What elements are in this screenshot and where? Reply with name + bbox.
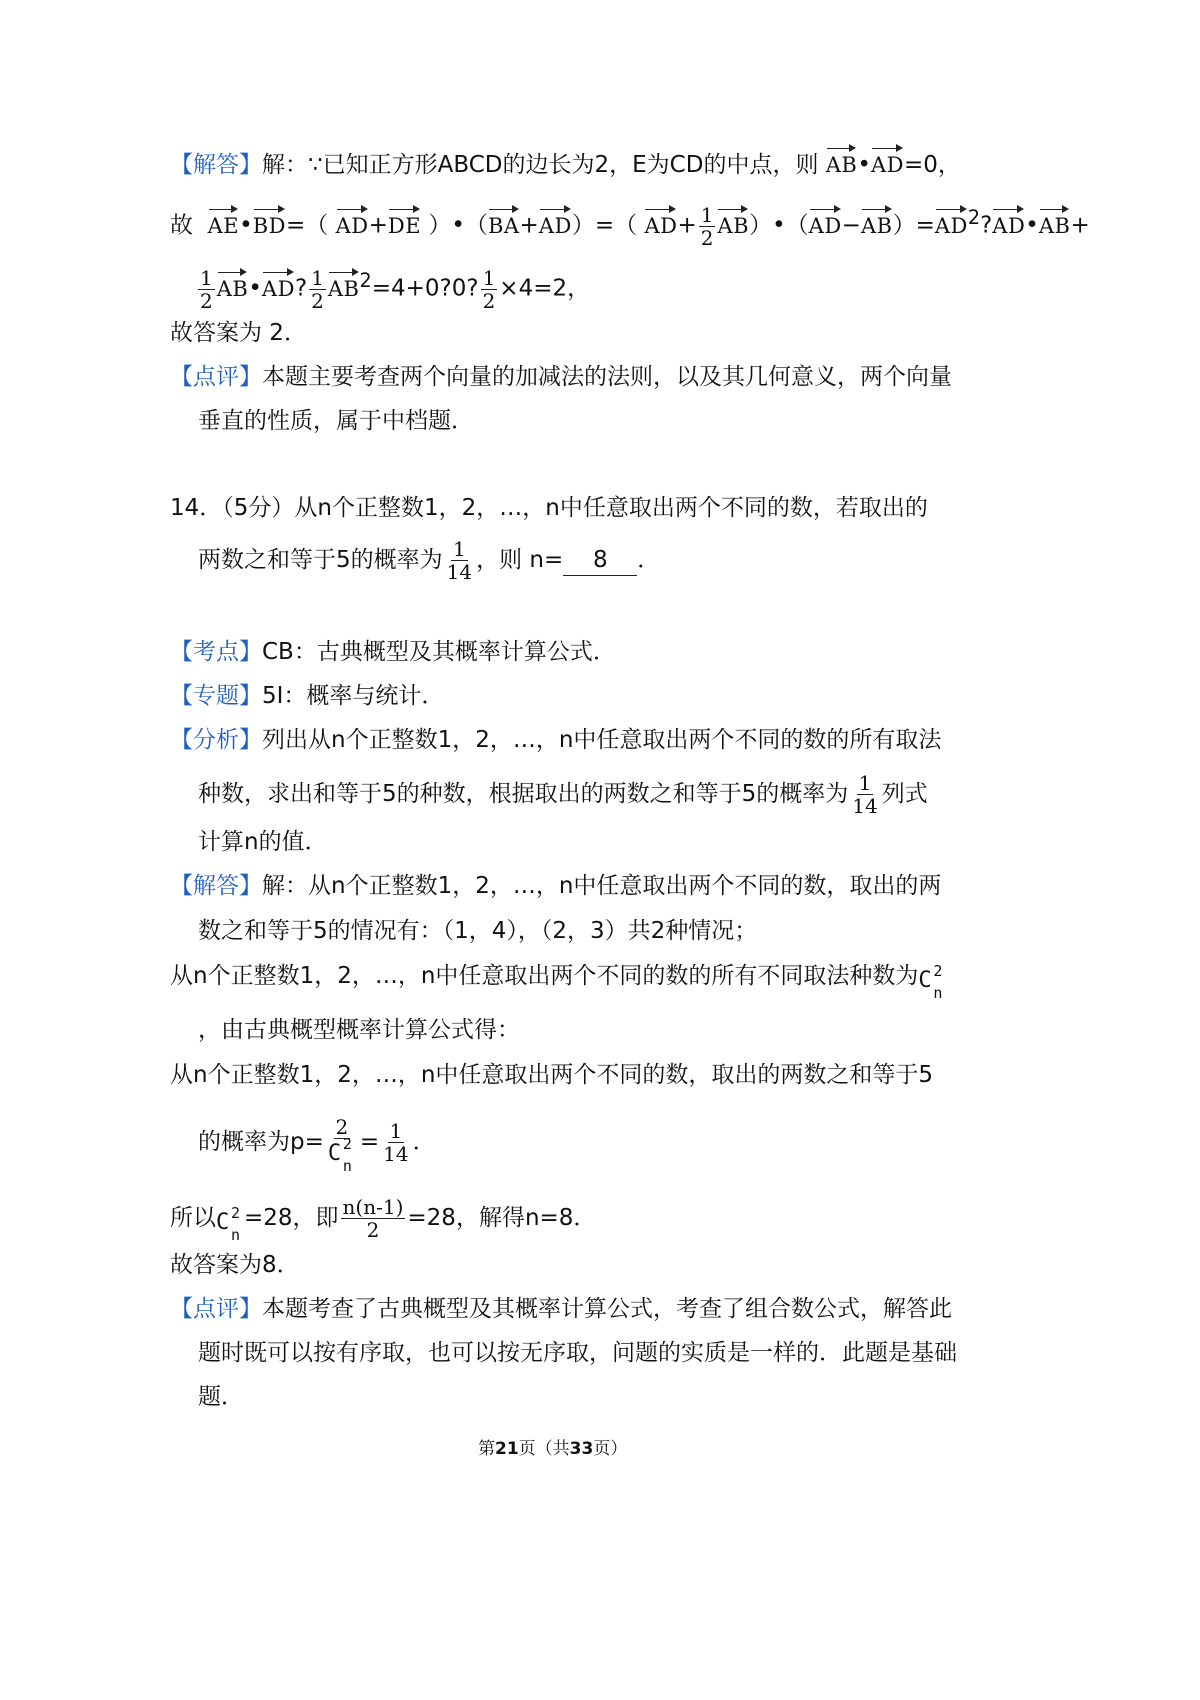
text: ． [412,1129,436,1155]
page-total: 33 [569,1439,594,1459]
section-tag: 【解答】 [170,873,262,899]
vector-ab: AB [861,211,893,241]
text: 解：从n个正整数1，2，…，n中任意取出两个不同的数，取出的两 [262,873,942,899]
exponent: 2 [967,206,981,229]
review-line-2: 垂直的性质，属于中档题． [198,408,474,434]
fraction-n-n-1-over-2 [341,1196,406,1241]
section-tag: 【专题】 [170,683,262,709]
text: =0， [903,152,961,178]
comb-c: C [327,1141,342,1166]
jieda-line-1 [170,871,941,901]
vector-ab: AB [717,211,749,241]
fraction-1-14 [381,1120,410,1165]
numerator: 1 [482,265,496,290]
denominator: 2 [700,225,714,250]
text: + [1070,212,1090,239]
vector-ab: AB [217,274,249,304]
kaodian-line [170,637,616,667]
question-14-line-2 [198,538,660,583]
jieda-line-7 [170,1195,597,1244]
fraction-1-14 [850,772,879,817]
fraction-half [481,267,498,312]
text: 从n个正整数1，2，…，n中任意取出两个不同的数的所有不同取法种数为 [170,963,919,989]
fenxi-line-1 [170,725,941,755]
vector-ad: AD [262,274,295,304]
text: 解：∵已知正方形ABCD的边长为2，E为CD的中点，则 [262,152,819,178]
combination-c-n-2 [327,1135,356,1175]
denominator [326,1135,358,1175]
jieda-line-2: 数之和等于5的情况有：（1，4），（2，3）共2种情况； [198,918,758,944]
comb-c: C [216,1209,230,1235]
vector-ab: AB [1039,211,1071,241]
vector-ad: AD [809,211,842,241]
vector-ad: AD [871,150,904,180]
dianping-line-1 [170,1294,952,1324]
text: ）•（ [749,212,809,239]
numerator: 1 [311,265,324,290]
numerator: 1 [453,537,466,561]
text: =28，解得n=8． [407,1205,597,1231]
text: 种数，求出和等于5的种数，根据取出的两数之和等于5的概率为 [198,781,849,807]
comb-sub: n [342,1157,352,1175]
answer-line-2: 故 AE•BD=（ AD+DE ）•（BA+AD）=（ AD+ $\frac{1}{2}$ $AB)•(AD-AB)=AD^2?AD•AB+$ [170,202,1090,250]
text: 列式 [881,781,928,807]
exponent: 2 [359,269,372,292]
fraction-half [198,267,215,312]
text: − [841,212,861,239]
dianping-line-2: 题时既可以按有序取，也可以按无序取，问题的实质是一样的．此题是基础 [198,1340,957,1366]
section-tag: 【点评】 [170,364,262,390]
text: =28，即 [244,1205,339,1231]
fraction-1-14 [445,538,474,583]
jieda-line-6 [198,1115,436,1175]
text: 所以 [170,1205,216,1231]
text: ）•（ [428,212,488,239]
jieda-line-3 [170,961,946,1002]
text: ? [294,275,308,302]
text: 本题考查了古典概型及其概率计算公式，考查了组合数公式，解答此 [262,1296,952,1322]
section-tag: 【分析】 [170,727,262,753]
text: ． [637,547,661,573]
text: 第 [478,1439,495,1459]
text: 页） [593,1439,628,1459]
denominator: 14 [446,560,473,584]
comb-c: C [918,967,932,993]
text: 页（共 [518,1439,570,1459]
fraction-half [309,267,326,312]
vector-ad: AD [539,211,572,241]
numerator: 1 [700,202,714,227]
text: =4+0?0? [371,275,479,302]
text: =2， [533,275,591,302]
answer-conclusion: 故答案为 2． [170,320,307,346]
vector-bd: BD [253,211,286,241]
fraction-2-over-cn2 [326,1115,358,1175]
vector-ab: AB [826,150,858,180]
jieda-line-8: 故答案为8． [170,1252,300,1278]
answer-blank: 8 [563,545,637,576]
text: CB：古典概型及其概率计算公式． [262,639,616,665]
denominator: 14 [383,1142,409,1166]
denominator: 2 [311,288,324,313]
review-line-1 [170,362,952,392]
times-sign: × [499,275,519,302]
jieda-line-5: 从n个正整数1，2，…，n中任意取出两个不同的数，取出的两数之和等于5 [170,1062,934,1088]
text: + [368,212,388,239]
vector-ba: BA [488,211,520,241]
denominator: 2 [482,288,496,313]
comb-sub: n [933,983,943,1002]
vector-ad: AD [935,211,968,241]
page-number: 21 [495,1439,519,1459]
numerator: n(n-1) [342,1195,404,1219]
vector-ae: AE [208,211,240,241]
answer-line-1: 【解答】解：∵已知正方形ABCD的边长为2，E为CD的中点，则 AB•AD=0， [170,152,961,178]
dianping-line-3: 题． [198,1384,244,1410]
numerator: 2 [335,1115,349,1139]
vector-ad: AD [336,211,369,241]
zhuanti-line [170,681,444,711]
combination-c-n-2 [918,961,946,1002]
vector-de: DE [388,211,421,241]
fenxi-line-2 [198,772,928,817]
comb-sup: 2 [342,1135,352,1153]
comb-sup: 2 [933,961,943,980]
text: 故 [170,212,193,239]
page-footer [478,1434,627,1459]
numerator: 1 [858,771,872,795]
text: =（ [285,212,329,239]
denominator: 2 [366,1218,380,1242]
text: ? [980,212,993,239]
text: 的概率为p= [198,1129,324,1155]
text: = [359,1129,380,1155]
text: 列出从n个正整数1，2，…，n中任意取出两个不同的数的所有取法 [262,727,942,753]
question-14-line-1: 14．（5分）从n个正整数1，2，…，n中任意取出两个不同的数，若取出的 [170,495,928,521]
numerator: 1 [389,1119,403,1143]
fenxi-line-3: 计算n的值． [198,829,328,855]
text: 4 [518,275,534,302]
vector-ad: AD [644,211,677,241]
jieda-line-4: ，由古典概型概率计算公式得： [198,1017,520,1043]
fraction-half [699,204,716,249]
comb-sub: n [231,1225,241,1244]
vector-ab: AB [328,274,360,304]
vector-ad: AD [992,211,1025,241]
text: 两数之和等于5的概率为 [198,547,443,573]
text: 本题主要考查两个向量的加减法的法则，以及其几何意义，两个向量 [262,364,952,390]
section-tag: 【考点】 [170,639,262,665]
comb-sup: 2 [231,1203,241,1222]
text: ）=（ [571,212,638,239]
answer-line-3: $\frac{1}{2}$ AB•AD? $\frac{1}{2}$ $AB^2=4+0?0$? $\frac{1}{2}$ ×4=2， [200,265,591,313]
text: ）= [892,212,935,239]
text: 5I：概率与统计． [262,683,445,709]
numerator: 1 [200,265,213,290]
denominator: 14 [852,794,878,818]
text: ，则 n= [476,547,564,573]
denominator: 2 [200,288,213,313]
section-tag: 【解答】 [170,152,262,178]
combination-c-n-2 [216,1203,244,1244]
section-tag: 【点评】 [170,1296,262,1322]
